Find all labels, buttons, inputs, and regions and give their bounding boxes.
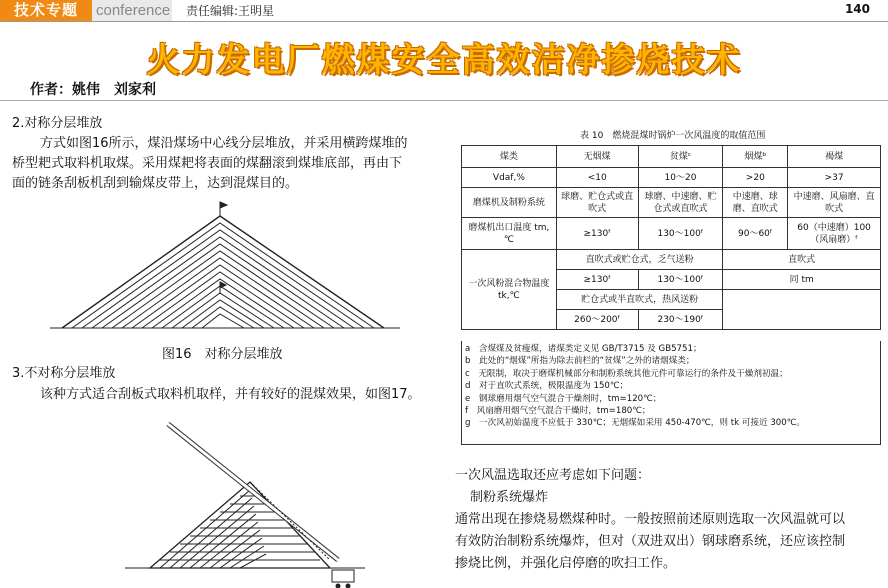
article-title: 火力发电厂燃煤安全高效洁净掺烧技术: [146, 40, 742, 79]
section-logo: 技术专题: [0, 0, 92, 21]
note-f: f 风扇磨用烟气空气混合干燥时，tm=180℃；: [465, 406, 651, 417]
cell: 球磨、中速磨、贮仓式或直吹式: [638, 188, 723, 218]
row-mill-outlet-label: 磨煤机出口温度 tm,℃: [462, 218, 557, 250]
cell: 10～20: [638, 168, 723, 188]
right-subheading: 制粉系统爆炸: [470, 490, 549, 505]
th-lean-coal: 贫煤ᶜ: [638, 146, 723, 168]
figure-17-asymmetric-pile: [120, 410, 370, 588]
cell: 260～200ᶠ: [556, 310, 638, 330]
editor-label: 责任编辑:王明星: [186, 4, 275, 18]
note-d: d 对于直吹式系统，极限温度为 150℃；: [465, 381, 629, 392]
article-authors: 作者：姚伟 刘家利: [30, 82, 156, 98]
th-coal-type: 煤类: [462, 146, 557, 168]
note-c: c 无限制，取决于磨煤机械部分和制粉系统其他元件可靠运行的条件及干燥剂初温；: [465, 368, 788, 379]
pile-outline: [150, 482, 330, 568]
sec3-para: 该种方式适合刮板式取料机取样，并有较好的混煤效果，如图17。: [40, 387, 421, 402]
th-lignite: 褐煤: [788, 146, 881, 168]
cell: 230～190ᶠ: [638, 310, 723, 330]
cell: 球磨、贮仓式或直吹式: [556, 188, 638, 218]
sec3-title: 3.不对称分层堆放: [12, 366, 116, 381]
conference-label: conference: [92, 0, 172, 21]
table-10-caption: 表 10 燃烧混煤时锅炉一次风温度的取值范围: [580, 131, 766, 141]
cell: 同 tm: [723, 270, 881, 290]
cell: 直吹式或贮仓式，乏气送粉: [556, 250, 723, 270]
top-flag: [220, 202, 227, 208]
cell: >37: [788, 168, 881, 188]
note-g: g 一次风初始温度不应低于 330℃；无烟煤如采用 450-470℃，则 tk 可接近 300℃。: [465, 418, 805, 429]
sec2-para-line1: 方式如图16所示，煤沿煤场中心线分层堆放，并采用横跨煤堆的: [40, 136, 408, 151]
row-mixture-label: 一次风粉混合物温度 tk,℃: [462, 250, 557, 330]
row-mill-label: 磨煤机及制粉系统: [462, 188, 557, 218]
cell-empty: [723, 290, 881, 330]
page-number: 140: [844, 2, 870, 16]
figure-16-caption: 图16 对称分层堆放: [162, 347, 283, 362]
figure-16-symmetric-pile: [40, 196, 410, 338]
right-intro: 一次风温选取还应考虑如下问题：: [455, 468, 651, 483]
table-10: [461, 145, 881, 330]
cell: 90～60ᶠ: [723, 218, 788, 250]
cell: 130～100ᶠ: [638, 218, 723, 250]
cell: 直吹式: [723, 250, 881, 270]
cell: 贮仓式或半直吹式，热风送粉: [556, 290, 723, 310]
cell: 60（中速磨）100（风扇磨）ᶠ: [788, 218, 881, 250]
note-e: e 钢球磨用烟气空气混合干燥剂时，tm=120℃；: [465, 393, 662, 404]
cell: >20: [723, 168, 788, 188]
cell: ≥130ᶠ: [556, 270, 638, 290]
cell: ≥130ᶠ: [556, 218, 638, 250]
right-para-line1: 通常出现在掺烧易燃煤种时。一般按照前述原则选取一次风温就可以: [455, 512, 846, 527]
note-b: b 此处的“烟煤”所指为除去前栏的“贫煤”之外的诸烟煤类；: [465, 356, 695, 367]
pile-layers: [72, 223, 374, 328]
right-para-line2: 有效防治制粉系统爆炸，但对（双进双出）钢球磨系统，还应该控制: [455, 534, 846, 549]
authors-divider: [0, 100, 888, 101]
sec2-para-line3: 面的链条刮板机刮到输煤皮带上，达到混煤目的。: [12, 176, 299, 191]
pile-outline: [62, 216, 384, 328]
table-notes: [465, 343, 883, 430]
row-vdaf-label: Vdaf,%: [462, 168, 557, 188]
header-divider: [0, 21, 888, 22]
sec2-para-line2: 桥型耙式取料机取煤。采用煤耙将表面的煤翻滚到煤堆底部，再由下: [12, 156, 403, 171]
cell: 中速磨、风扇磨、直吹式: [788, 188, 881, 218]
th-bituminous: 烟煤ᵇ: [723, 146, 788, 168]
sec2-title: 2.对称分层堆放: [12, 116, 103, 131]
cell: 中速磨、球磨、直吹式: [723, 188, 788, 218]
cell: 130～100ᶠ: [638, 270, 723, 290]
note-a: a 含煤煤及贫瘦煤，诸煤类定义见 GB/T3715 及 GB5751；: [465, 344, 702, 354]
right-para-line3: 掺烧比例，并强化启停磨的吹扫工作。: [455, 556, 677, 571]
drive-unit: [332, 570, 354, 582]
cell: <10: [556, 168, 638, 188]
th-anthracite: 无烟煤: [556, 146, 638, 168]
